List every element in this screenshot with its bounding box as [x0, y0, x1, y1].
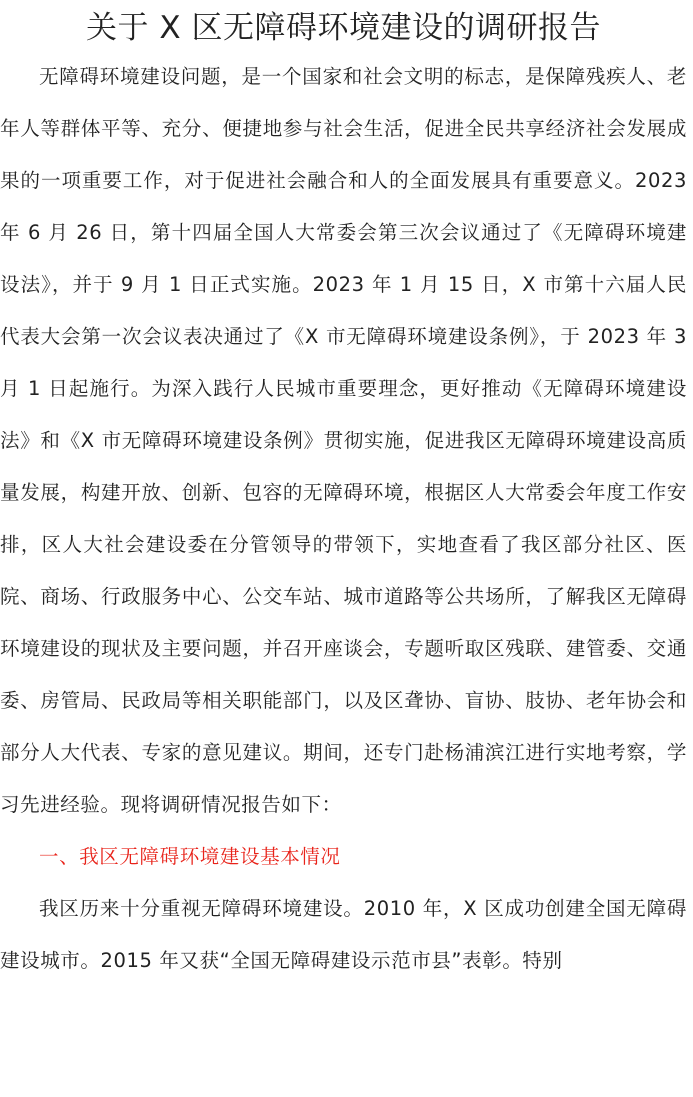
- report-title: 关于 X 区无障碍环境建设的调研报告: [86, 10, 601, 46]
- section-heading: 一、我区无障碍环境建设基本情况: [39, 845, 341, 868]
- intro-paragraph: 无障碍环境建设问题，是一个国家和社会文明的标志，是保障残疾人、老年人等群体平等、充分、便捷地参与社会生活，促进全民共享经济社会发展成果的一项重要工作，对于促进社会融合和人的全面发展具有重要意义。2023 年 6 月 26 日，第十四届全国人大常委会第三次会议通过了《无障碍环境建设法》，并于 9 月 1 日正式实施。2023 年 1 月 15 日，X 市第十六届人民代表大会第一次会议表决通过了《X 市无障碍环境建设条例》，于 2023 年 3 月 1 日起施行。为深入践行人民城市重要理念，更好推动《无障碍环境建设法》和《X 市无障碍环境建设条例》贯彻实施，促进我区无障碍环境建设高质量发展，构建开放、创新、包容的无障碍环境，根据区人大常委会年度工作安排，区人大社会建设委在分管领导的带领下，实地查看了我区部分社区、医院、商场、行政服务中心、公交车站、城市道路等公共场所，了解我区无障碍环境建设的现状及主要问题，并召开座谈会，专题听取区残联、建管委、交通委、房管局、民政局等相关职能部门，以及区聋协、盲协、肢协、老年协会和部分人大代表、专家的意见建议。期间，还专门赴杨浦滨江进行实地考察，学习先进经验。现将调研情况报告如下：: [0, 65, 687, 816]
- section-paragraph: 我区历来十分重视无障碍环境建设。2010 年，X 区成功创建全国无障碍建设城市。2015 年又获“全国无障碍建设示范市县”表彰。特别: [0, 897, 687, 972]
